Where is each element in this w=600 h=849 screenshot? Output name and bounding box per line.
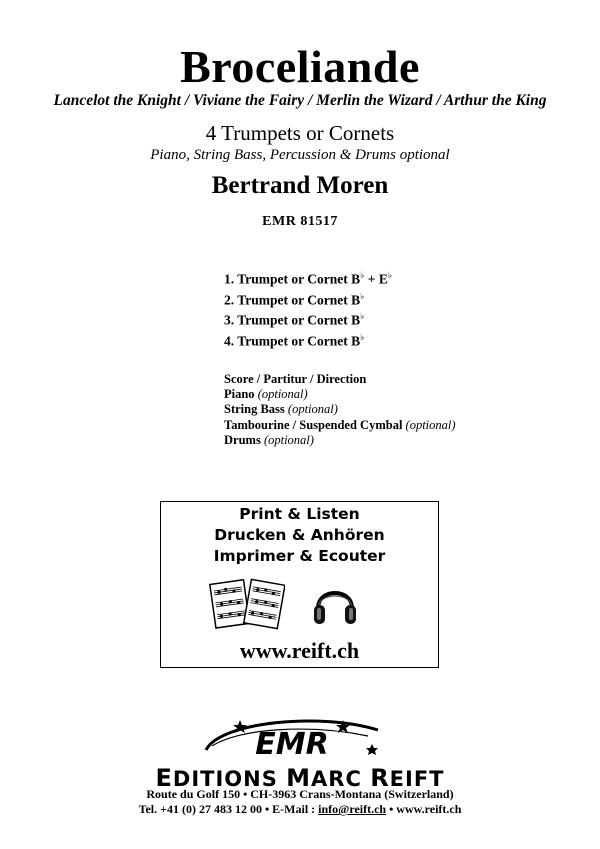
email-link[interactable]: info@reift.ch (318, 802, 387, 816)
publisher-contact: Tel. +41 (0) 27 483 12 00 • E-Mail : info@reift.ch • www.reift.ch (138, 802, 462, 816)
title: Broceliande (180, 41, 420, 92)
composer: Bertrand Moren (211, 172, 389, 199)
instrumentation: 4 Trumpets or Cornets (205, 121, 395, 145)
instrumentation-optional: Piano, String Bass, Percussion & Drums optional (150, 147, 450, 163)
promo-line: Drucken & Anhören (214, 526, 385, 544)
emr-logo-text: EMR (255, 727, 329, 762)
subtitle: Lancelot the Knight / Viviane the Fairy / Merlin the Wizard / Arthur the King (53, 92, 547, 109)
part-item: 4. Trumpet or Cornet B♭ (224, 331, 365, 349)
publisher-address: Route du Golf 150 • CH-3963 Crans-Montana (Switzerland) (146, 787, 454, 801)
promo-line: Imprimer & Ecouter (213, 547, 386, 565)
part-item: 2. Trumpet or Cornet B♭ (224, 290, 365, 308)
headphones-icon (311, 578, 359, 628)
parts-list (224, 270, 392, 352)
part-item: 3. Trumpet or Cornet B♭ (224, 311, 365, 328)
extra-item: Tambourine / Suspended Cymbal (optional) (224, 417, 456, 432)
publisher-name: EDITIONS MARC REIFT (155, 764, 445, 792)
extra-item: Drums (optional) (224, 432, 314, 447)
extra-item: String Bass (optional) (224, 402, 338, 417)
print-listen-box (160, 501, 439, 668)
promo-url[interactable]: www.reift.ch (239, 638, 360, 663)
emr-logo (200, 716, 385, 762)
promo-line: Print & Listen (239, 505, 360, 523)
extra-item: Score / Partitur / Direction (224, 372, 367, 386)
catalog-number: EMR 81517 (262, 214, 338, 229)
sheet-music-icon (209, 576, 285, 630)
part-item: 1. Trumpet or Cornet B♭ + E♭ (224, 270, 393, 287)
extra-item: Piano (optional) (224, 387, 308, 402)
extras-list (224, 372, 456, 448)
